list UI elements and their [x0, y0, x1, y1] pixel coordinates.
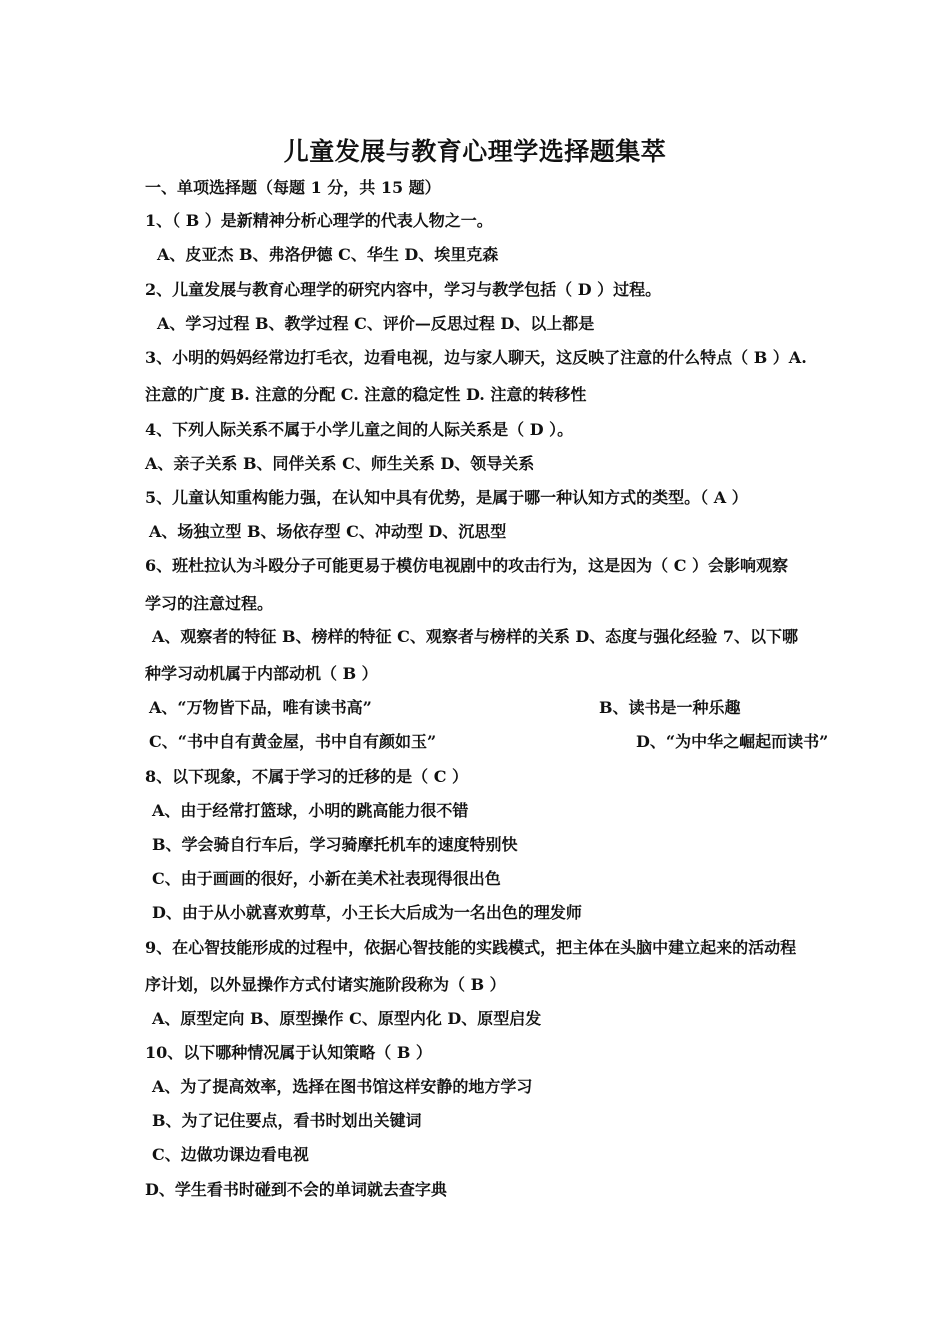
question-2-options: A、学习过程 B、教学过程 C、评价—反思过程 D、以上都是 — [157, 314, 595, 333]
question-7-options-row2 — [149, 732, 829, 752]
question-7-option-d: D、“为中华之崛起而读书” — [636, 732, 829, 751]
question-7-options-row1 — [149, 698, 741, 718]
question-8-option-c: C、由于画画的很好，小新在美术社表现得很出色 — [152, 869, 501, 888]
question-10-option-a: A、为了提高效率，选择在图书馆这样安静的地方学习 — [152, 1077, 533, 1096]
question-4-options: A、亲子关系 B、同伴关系 C、师生关系 D、领导关系 — [145, 454, 535, 473]
question-8-option-b: B、学会骑自行车后，学习骑摩托机车的速度特别快 — [152, 835, 518, 854]
question-6-options: A、观察者的特征 B、榜样的特征 C、观察者与榜样的关系 D、态度与强化经验 7、以下哪 — [152, 627, 798, 646]
question-5: 5、儿童认知重构能力强，在认知中具有优势，是属于哪一种认知方式的类型。（ A ） — [145, 488, 748, 507]
question-8: 8、以下现象，不属于学习的迁移的是（ C ） — [145, 767, 469, 786]
question-7-option-c: C、“书中自有黄金屋，书中自有颜如玉” — [149, 732, 437, 751]
question-8-option-a: A、由于经常打篮球，小明的跳高能力很不错 — [152, 801, 469, 820]
question-7: 种学习动机属于内部动机（ B ） — [145, 664, 378, 683]
section-heading: 一、单项选择题（每题 1 分，共 15 题） — [145, 178, 441, 197]
question-7-option-a: A、“万物皆下品，唯有读书高” — [149, 698, 372, 717]
question-3: 3、小明的妈妈经常边打毛衣，边看电视，边与家人聊天，这反映了注意的什么特点（ B ）A. — [145, 348, 807, 367]
question-3-options: 注意的广度 B. 注意的分配 C. 注意的稳定性 D. 注意的转移性 — [145, 385, 587, 404]
question-1: 1、（ B ）是新精神分析心理学的代表人物之一。 — [145, 211, 493, 230]
question-1-options: A、皮亚杰 B、弗洛伊德 C、华生 D、埃里克森 — [157, 245, 499, 264]
question-6: 6、班杜拉认为斗殴分子可能更易于模仿电视剧中的攻击行为，这是因为（ C ）会影响观察 — [145, 556, 789, 575]
question-7-option-b: B、读书是一种乐趣 — [599, 698, 741, 717]
question-8-option-d: D、由于从小就喜欢剪草，小王长大后成为一名出色的理发师 — [152, 903, 582, 922]
question-10: 10、以下哪种情况属于认知策略（ B ） — [145, 1043, 432, 1062]
question-9-options: A、原型定向 B、原型操作 C、原型内化 D、原型启发 — [152, 1009, 542, 1028]
question-5-options: A、场独立型 B、场依存型 C、冲动型 D、沉思型 — [149, 522, 507, 541]
question-4: 4、下列人际关系不属于小学儿童之间的人际关系是（ D ）。 — [145, 420, 574, 439]
question-6-continued: 学习的注意过程。 — [145, 594, 274, 613]
question-9-continued: 序计划，以外显操作方式付诸实施阶段称为（ B ） — [145, 975, 506, 994]
document-title: 儿童发展与教育心理学选择题集萃 — [283, 137, 667, 166]
question-9: 9、在心智技能形成的过程中，依据心智技能的实践模式，把主体在头脑中建立起来的活动程 — [145, 938, 797, 957]
question-2: 2、儿童发展与教育心理学的研究内容中，学习与教学包括（ D ）过程。 — [145, 280, 662, 299]
question-10-option-b: B、为了记住要点，看书时划出关键词 — [152, 1111, 422, 1130]
question-10-option-c: C、边做功课边看电视 — [152, 1145, 309, 1164]
question-10-option-d: D、学生看书时碰到不会的单词就去查字典 — [145, 1180, 447, 1199]
